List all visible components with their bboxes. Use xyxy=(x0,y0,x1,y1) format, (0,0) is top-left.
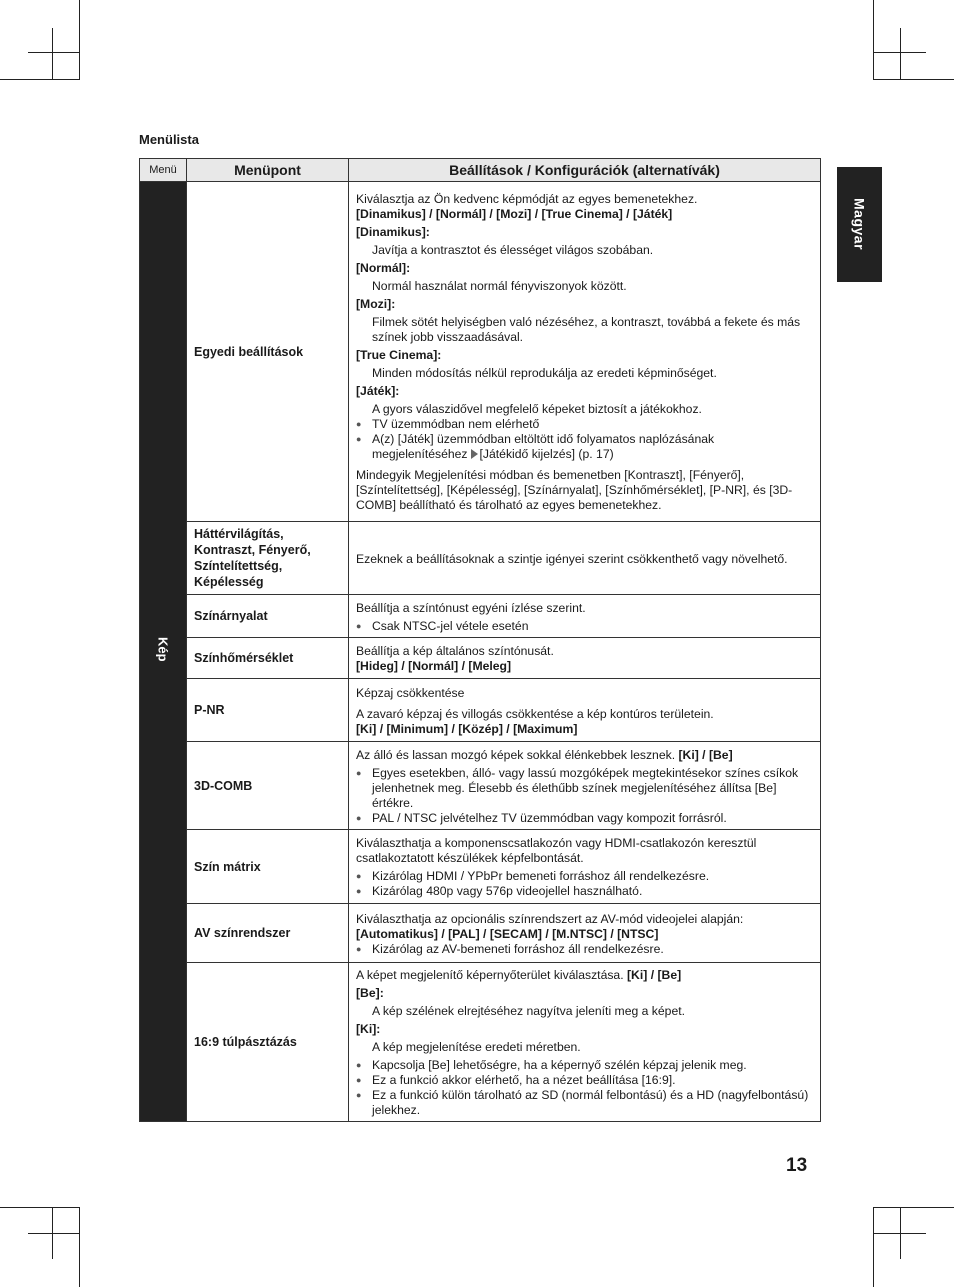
arrow-right-icon xyxy=(471,449,478,459)
desc-option-label: [Normál]: xyxy=(356,261,411,275)
item-name: AV színrendszer xyxy=(187,904,349,963)
desc-line xyxy=(356,968,813,983)
item-description xyxy=(349,742,821,830)
table-header-row xyxy=(140,159,821,182)
desc-bullet xyxy=(356,432,813,462)
desc-text: A képet megjelenítő képernyőterület kiválasztása. xyxy=(356,968,624,982)
item-description xyxy=(349,595,821,638)
desc-line: Mindegyik Megjelenítési módban és bemenetben [Kontraszt], [Fényerő], [Színtelítettség], [Képélesség], [Színárnyalat], [Színhőmérséklet], [P-NR], és [3D-COMB] beállítható és tárolható az egyes bemenetekhez. xyxy=(356,468,793,512)
item-name: Szín mátrix xyxy=(187,830,349,904)
crop-mark xyxy=(79,0,80,80)
item-name: Egyedi beállítások xyxy=(187,182,349,522)
item-name: Háttérvilágítás, Kontraszt, Fényerő, Színtelítettség, Képélesség xyxy=(187,522,349,595)
desc-line: A kép megjelenítése eredeti méretben. xyxy=(372,1040,581,1054)
desc-line xyxy=(356,748,813,763)
desc-bullet-link: [Játékidő kijelzés] (p. 17) xyxy=(479,447,614,461)
desc-bullet-text: A(z) [Játék] üzemmódban eltöltött idő folyamatos naplózásának megjelenítéséhez xyxy=(372,432,715,461)
table-row xyxy=(140,522,821,595)
desc-line: Filmek sötét helyiségben való nézéséhez, a kontraszt, továbbá a fekete és más színek jobb visszaadásával. xyxy=(372,315,801,344)
crop-mark xyxy=(0,79,80,80)
crop-mark xyxy=(28,52,80,53)
item-description xyxy=(349,679,821,742)
language-tab xyxy=(837,167,882,282)
header-settings: Beállítások / Konfigurációk (alternatívák) xyxy=(349,159,821,182)
desc-line: Kiválasztja az Ön kedvenc képmódját az egyes bemenetekhez. xyxy=(356,192,698,206)
desc-bullet: ● Kizárólag 480p vagy 576p videojellel használható. xyxy=(356,884,813,899)
desc-option-label: [Ki]: xyxy=(356,1022,381,1036)
section-heading: Menülista xyxy=(139,132,199,147)
category-cell xyxy=(140,182,187,1122)
desc-line: A kép szélének elrejtéséhez nagyítva jeleníti meg a képet. xyxy=(372,1004,686,1018)
crop-mark xyxy=(52,28,53,80)
desc-line: Kiválaszthatja az opcionális színrendszert az AV-mód videojelei alapján: xyxy=(356,911,744,926)
desc-line: Javítja a kontrasztot és élességet világos szobában. xyxy=(372,243,654,257)
desc-option-label: [True Cinema]: xyxy=(356,348,442,362)
item-name: 3D-COMB xyxy=(187,742,349,830)
desc-line: Beállítja a kép általános színtónusát. xyxy=(356,644,554,658)
crop-mark xyxy=(28,1233,80,1234)
desc-option-label: [Dinamikus]: xyxy=(356,225,430,239)
desc-line: Képzaj csökkentése xyxy=(356,685,465,700)
crop-mark xyxy=(873,1207,874,1287)
desc-option-label: [Be]: xyxy=(356,986,384,1000)
desc-options: [Automatikus] / [PAL] / [SECAM] / [M.NTSC] / [NTSC] xyxy=(356,926,659,941)
item-name: Színárnyalat xyxy=(187,595,349,638)
desc-line: A gyors válaszidővel megfelelő képeket biztosít a játékokhoz. xyxy=(372,402,702,416)
desc-bullet: ● Ez a funkció külön tárolható az SD (normál felbontású) és a HD (nagyfelbontású) jelekhez. xyxy=(356,1088,813,1118)
crop-mark xyxy=(79,1207,80,1287)
desc-line: Minden módosítás nélkül reprodukálja az eredeti képminőséget. xyxy=(372,366,717,380)
desc-bullet: ● Csak NTSC-jel vétele esetén xyxy=(356,619,813,634)
header-menu: Menü xyxy=(140,159,187,182)
header-item: Menüpont xyxy=(187,159,349,182)
desc-line: Kiválaszthatja a komponenscsatlakozón vagy HDMI-csatlakozón keresztül csatlakoztatott készülékek képfelbontását. xyxy=(356,836,757,865)
desc-option-label: [Mozi]: xyxy=(356,297,396,311)
desc-line: Normál használat normál fényviszonyok között. xyxy=(372,279,627,293)
desc-line: Ezeknek a beállításoknak a szintje igényei szerint csökkenthető vagy növelhető. xyxy=(356,551,788,566)
desc-bullet: ● TV üzemmódban nem elérhető xyxy=(356,417,813,432)
table-row xyxy=(140,830,821,904)
crop-mark xyxy=(900,1207,901,1259)
crop-mark xyxy=(900,28,901,80)
desc-bullet: ● Ez a funkció akkor elérhető, ha a nézet beállítása [16:9]. xyxy=(356,1073,813,1088)
table-row xyxy=(140,904,821,963)
desc-bullet: ● Kizárólag HDMI / YPbPr bemeneti forráshoz áll rendelkezésre. xyxy=(356,869,813,884)
table-row xyxy=(140,182,821,522)
crop-mark xyxy=(873,0,874,80)
crop-mark xyxy=(874,79,954,80)
item-description xyxy=(349,904,821,963)
desc-bullet: ● Kizárólag az AV-bemeneti forráshoz áll rendelkezésre. xyxy=(356,942,813,957)
item-name: P-NR xyxy=(187,679,349,742)
item-description xyxy=(349,963,821,1122)
table-row xyxy=(140,679,821,742)
desc-bullet: ● PAL / NTSC jelvételhez TV üzemmódban vagy kompozit forrásról. xyxy=(356,811,813,826)
crop-mark xyxy=(52,1207,53,1259)
desc-line: A zavaró képzaj és villogás csökkentése a kép kontúros területein. xyxy=(356,706,714,721)
desc-options: [Ki] / [Minimum] / [Közép] / [Maximum] xyxy=(356,721,578,736)
category-label: Kép xyxy=(155,637,171,662)
table-row xyxy=(140,638,821,679)
table-row xyxy=(140,963,821,1122)
item-description xyxy=(349,830,821,904)
item-description xyxy=(349,182,821,522)
item-description xyxy=(349,638,821,679)
desc-bullet: ● Egyes esetekben, álló- vagy lassú mozgóképek megtekintésekor színes csíkok jelenhetnek meg. Élesebb és élethűbb színek megjelenítéséhez állítsa [Be] értékre. xyxy=(356,766,813,811)
desc-line: Beállítja a színtónust egyéni ízlése szerint. xyxy=(356,600,586,615)
desc-options: [Ki] / [Be] xyxy=(627,968,682,982)
item-name: Színhőmérséklet xyxy=(187,638,349,679)
desc-text: Az álló és lassan mozgó képek sokkal élénkebbek lesznek. xyxy=(356,747,676,762)
desc-bullet: ● Kapcsolja [Be] lehetőségre, ha a képernyő szélén képzaj jelenik meg. xyxy=(356,1058,813,1073)
item-name: 16:9 túlpásztázás xyxy=(187,963,349,1122)
item-description xyxy=(349,522,821,595)
table-row xyxy=(140,595,821,638)
language-tab-label: Magyar xyxy=(851,198,868,251)
desc-options: [Ki] / [Be] xyxy=(678,747,733,762)
table-row xyxy=(140,742,821,830)
page-number: 13 xyxy=(786,1155,808,1176)
desc-options: [Hideg] / [Normál] / [Meleg] xyxy=(356,659,512,673)
menu-table xyxy=(139,158,821,1122)
desc-options: [Dinamikus] / [Normál] / [Mozi] / [True Cinema] / [Játék] xyxy=(356,207,673,221)
desc-option-label: [Játék]: xyxy=(356,384,400,398)
crop-mark xyxy=(0,1207,80,1208)
crop-mark xyxy=(874,1207,954,1208)
